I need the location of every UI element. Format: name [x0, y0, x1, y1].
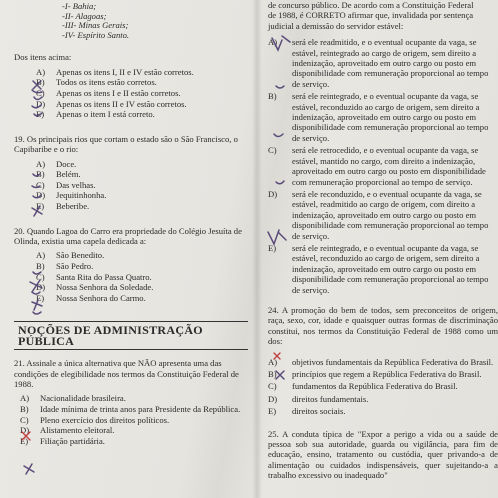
list-item: -II- Alagoas;	[62, 10, 107, 21]
list-item: -III- Minas Gerais;	[62, 20, 129, 31]
option-b[interactable]: B) Idade mínima de trinta anos para Presidente da República.	[20, 403, 241, 414]
option-a[interactable]: A) Apenas os itens I, II e IV estão corretos.	[36, 66, 194, 77]
option-a[interactable]: A) objetivos fundamentais da República Federativa do Brasil.	[268, 356, 494, 367]
option-b[interactable]: B) Todos os itens estão corretos.	[36, 77, 157, 88]
question-21	[14, 358, 248, 446]
question-text: 21. Assinale a única alternativa que NÃO apresenta uma das condições de elegibilidade nos termos da Constituição Federal de 1988.	[14, 358, 239, 389]
list-item: -I- Bahia;	[62, 1, 97, 11]
option-e[interactable]: E) Apenas o item I está correto.	[36, 109, 155, 120]
q23-options	[268, 37, 498, 295]
q18-stem: Dos itens acima:	[14, 52, 72, 63]
option-b[interactable]: B) será ele reintegrado, e o eventual ocupante da vaga, se estável, reconduzido ao cargo de origem, sem direito a indenização, aproveitado em outro cargo ou posto em disponibilidade com remuneração proporcional ao tempo de serviço.	[268, 91, 489, 143]
q18-options	[14, 67, 248, 120]
question-text: 19. Os principais rios que cortam o estado são o São Francisco, o Capibaribe e o rio:	[14, 133, 238, 155]
question-25	[268, 429, 498, 481]
q23-intro	[268, 0, 498, 31]
option-c[interactable]: C) Das velhas.	[36, 179, 96, 190]
option-e[interactable]: E) Beberibe.	[36, 200, 90, 211]
option-d[interactable]: D) Apenas os itens II e IV estão corretos.	[36, 98, 187, 109]
option-d[interactable]: D) Alistamento eleitoral.	[20, 425, 115, 436]
question-text: 24. A promoção do bem de todos, sem preconceitos de origem, raça, sexo, cor, idade e quaisquer outras formas de discriminação constitui, nos termos da Constituição Federal de 1988 como um dos:	[268, 304, 498, 347]
option-a[interactable]: A) São Benedito.	[36, 250, 105, 261]
option-c[interactable]: C) Santa Rita do Passa Quatro.	[36, 271, 152, 282]
option-a[interactable]: A) será ele readmitido, e o eventual ocupante da vaga, se estável, reintegrado ao cargo de origem, sem direito a indenização, aproveitado em outro cargo ou posto em disponibilidade com remuneração proporcional ao tempo de serviço.	[268, 37, 489, 89]
option-d[interactable]: D) direitos fundamentais.	[268, 393, 369, 404]
option-b[interactable]: B) princípios que regem a República Federativa do Brasil.	[268, 369, 482, 379]
question-text: 25. A conduta típica de "Expor a perigo a vida ou a saúde de pessoa sob sua autoridade, guarda ou vigilância, para fim de educação, ensino, tratamento ou custódia, quer privando-a de alimentação ou cuidados indispensáveis, quer sujeitando-a a trabalho excessivo ou inadequado"	[268, 428, 498, 481]
option-d[interactable]: D) será ele reconduzido, e o eventual ocupante da vaga, se estável, readmitido ao cargo de origem, com direito a indenização, aproveitado em outro cargo ou posto em disponibilidade com remuneração proporcional ao tempo de serviço.	[268, 188, 489, 241]
intro-line: judicial a demissão do servidor estável:	[268, 20, 404, 31]
option-c[interactable]: C) será ele retrocedido, e o eventual ocupante da vaga, se estável, mantido no cargo, com direito a indenização, aproveitado em outro cargo ou posto em disponibilidade com remuneração proporcional ao tempo de serviço.	[268, 145, 486, 187]
question-19	[14, 134, 248, 212]
question-24	[268, 305, 498, 417]
intro-line: de concurso público. De acordo com a Constituição Federal	[268, 0, 474, 10]
q21-options	[14, 393, 248, 446]
q19-options	[14, 159, 248, 212]
option-c[interactable]: C) fundamentos da República Federativa do Brasil.	[268, 381, 458, 392]
right-column	[268, 0, 498, 481]
option-c[interactable]: C) Pleno exercício dos direitos políticos.	[20, 414, 170, 425]
q24-options	[268, 357, 498, 417]
option-e[interactable]: E) direitos sociais.	[268, 406, 346, 417]
intro-line: de 1988, é CORRETO afirmar que, invalidada por sentença	[268, 10, 474, 21]
left-column	[14, 0, 248, 446]
option-c[interactable]: C) Apenas os itens I e II estão corretos.	[36, 87, 181, 98]
list-item: -IV- Espírito Santo.	[62, 29, 130, 40]
state-list	[14, 2, 248, 40]
option-e[interactable]: E) Nossa Senhora do Carmo.	[36, 292, 146, 303]
option-e[interactable]: E) Filiação partidária.	[20, 435, 105, 446]
page-fold-shadow	[252, 0, 262, 498]
option-a[interactable]: A) Doce.	[36, 158, 77, 169]
question-20	[14, 226, 248, 304]
option-b[interactable]: B) Belém.	[36, 169, 81, 180]
section-title: NOÇÕES DE ADMINISTRAÇÃO PÚBLICA	[14, 321, 248, 350]
option-e[interactable]: E) será ele reintegrado, e o eventual ocupante da vaga, se estável, reconduzido ao cargo de origem, sem direito a indenização, aproveitado em outro cargo ou posto em disponibilidade com remuneração proporcional ao tempo de serviço.	[268, 242, 489, 295]
option-d[interactable]: D) Nossa Senhora da Soledade.	[36, 282, 154, 293]
q20-options	[14, 250, 248, 303]
option-a[interactable]: A) Nacionalidade brasileira.	[20, 393, 126, 404]
option-b[interactable]: B) São Pedro.	[36, 260, 94, 271]
question-text: 20. Quando Lagoa do Carro era propriedade do Colégio Jesuíta de Olinda, existia uma capela dedicada a:	[14, 225, 242, 246]
option-d[interactable]: D) Jequitinhonha.	[36, 190, 107, 201]
